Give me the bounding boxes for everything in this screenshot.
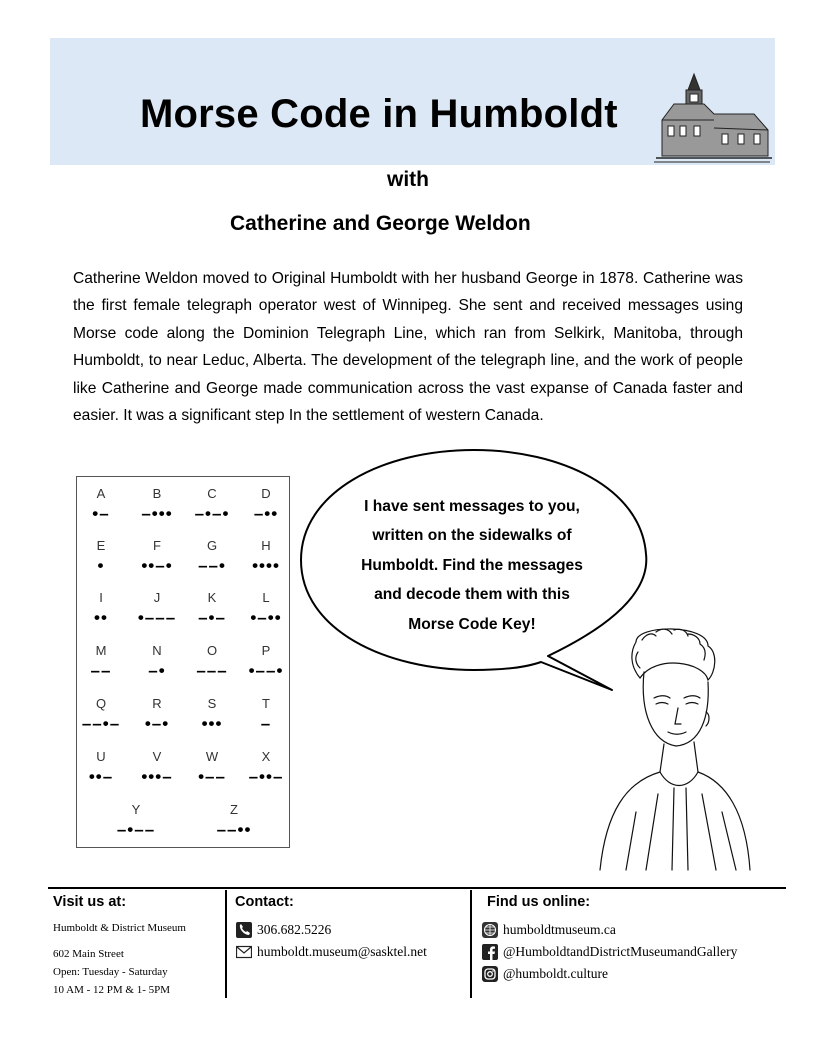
footer-divider bbox=[48, 887, 786, 889]
morse-letter-c bbox=[187, 486, 237, 524]
morse-letter-w bbox=[187, 749, 237, 787]
morse-code-symbol: •–• bbox=[144, 714, 170, 733]
morse-code-symbol: •–– bbox=[198, 767, 226, 786]
email-icon bbox=[236, 944, 252, 960]
morse-letter-label: U bbox=[96, 749, 106, 764]
morse-letter-label: Q bbox=[95, 696, 107, 711]
morse-code-symbol: –••• bbox=[141, 504, 173, 523]
speech-bubble-text: I have sent messages to you, written on the sidewalks of Humboldt. Find the messages and decode them with this Morse Code Key! bbox=[361, 498, 583, 633]
morse-code-symbol: –••– bbox=[248, 767, 284, 786]
morse-letter-l bbox=[241, 590, 291, 628]
morse-letter-label: D bbox=[261, 486, 271, 501]
phone-number: 306.682.5226 bbox=[257, 922, 332, 937]
morse-letter-label: G bbox=[206, 538, 218, 553]
online-heading: Find us online: bbox=[487, 894, 591, 910]
morse-letter-label: F bbox=[153, 538, 161, 553]
morse-letter-t bbox=[241, 696, 291, 734]
morse-code-symbol: •••– bbox=[141, 767, 173, 786]
museum-building-illustration bbox=[654, 70, 772, 168]
intro-paragraph: Catherine Weldon moved to Original Humboldt with her husband George in 1878. Catherine was the first female telegraph operator west of Winnipeg. She sent and received messages using Morse code along the Dominion Telegraph Line, which ran from Selkirk, Manitoba, through Humboldt, to near Leduc, Alberta. The development of the telegraph line, and the work of people like Catherine and George made communication across the vast expanse of Canada faster and easier. It was a significant step In the settlement of western Canada. bbox=[73, 270, 743, 425]
morse-letter-i bbox=[76, 590, 126, 628]
morse-letter-label: I bbox=[99, 590, 103, 605]
morse-letter-a bbox=[76, 486, 126, 524]
morse-code-symbol: •••• bbox=[252, 556, 280, 575]
morse-letter-f bbox=[132, 538, 182, 576]
morse-letter-s bbox=[187, 696, 237, 734]
facebook-handle: @HumboldtandDistrictMuseumandGallery bbox=[503, 944, 738, 959]
instagram-icon bbox=[482, 966, 498, 982]
morse-code-symbol: –• bbox=[148, 661, 166, 680]
contact-phone[interactable] bbox=[236, 922, 331, 938]
morse-code-symbol: •––– bbox=[137, 608, 177, 627]
facebook-link[interactable] bbox=[482, 944, 737, 960]
subtitle-names: Catherine and George Weldon bbox=[230, 212, 531, 235]
phone-icon bbox=[236, 922, 252, 938]
morse-letter-v bbox=[132, 749, 182, 787]
morse-code-symbol: –•• bbox=[253, 504, 279, 523]
morse-letter-label: E bbox=[96, 538, 106, 553]
contact-heading: Contact: bbox=[235, 894, 294, 910]
morse-code-symbol: –•– bbox=[198, 608, 226, 627]
morse-letter-label: Y bbox=[131, 802, 141, 817]
morse-code-symbol: ––•• bbox=[216, 820, 252, 839]
morse-letter-h bbox=[241, 538, 291, 576]
morse-code-symbol: •––• bbox=[248, 661, 284, 680]
morse-code-key bbox=[76, 476, 290, 848]
morse-code-symbol: –•–– bbox=[116, 820, 156, 839]
morse-letter-label: K bbox=[207, 590, 217, 605]
morse-code-symbol: ––•– bbox=[81, 714, 121, 733]
morse-letter-p bbox=[241, 643, 291, 681]
morse-letter-label: B bbox=[152, 486, 162, 501]
morse-letter-m bbox=[76, 643, 126, 681]
morse-letter-label: J bbox=[153, 590, 161, 605]
morse-letter-label: L bbox=[262, 590, 270, 605]
morse-code-symbol: –•–• bbox=[194, 504, 230, 523]
museum-name: Humboldt & District Museum bbox=[53, 922, 186, 934]
morse-letter-b bbox=[132, 486, 182, 524]
morse-code-symbol: •– bbox=[92, 504, 110, 523]
website-url: humboldtmuseum.ca bbox=[503, 922, 616, 937]
morse-letter-label: S bbox=[207, 696, 217, 711]
morse-letter-e bbox=[76, 538, 126, 576]
morse-letter-j bbox=[132, 590, 182, 628]
footer-column-divider bbox=[470, 890, 472, 998]
morse-letter-r bbox=[132, 696, 182, 734]
morse-letter-x bbox=[241, 749, 291, 787]
morse-code-symbol: ––• bbox=[198, 556, 226, 575]
morse-letter-label: T bbox=[262, 696, 270, 711]
morse-code-symbol: –– bbox=[90, 661, 112, 680]
morse-letter-label: A bbox=[96, 486, 106, 501]
morse-code-symbol: ••–• bbox=[141, 556, 173, 575]
morse-letter-label: M bbox=[95, 643, 107, 658]
morse-code-symbol: •–•• bbox=[250, 608, 282, 627]
morse-code-symbol: ––– bbox=[196, 661, 228, 680]
morse-letter-n bbox=[132, 643, 182, 681]
morse-letter-label: V bbox=[152, 749, 162, 764]
visit-heading: Visit us at: bbox=[53, 894, 127, 910]
morse-letter-label: R bbox=[152, 696, 162, 711]
morse-code-symbol: ••• bbox=[201, 714, 223, 733]
subtitle-with: with bbox=[387, 168, 429, 191]
footer-column-divider bbox=[225, 890, 227, 998]
morse-letter-u bbox=[76, 749, 126, 787]
instagram-link[interactable] bbox=[482, 966, 608, 982]
instagram-handle: @humboldt.culture bbox=[503, 966, 609, 981]
morse-letter-g bbox=[187, 538, 237, 576]
morse-code-symbol: ••– bbox=[88, 767, 114, 786]
contact-email[interactable] bbox=[236, 944, 427, 960]
morse-letter-label: H bbox=[261, 538, 271, 553]
morse-code-symbol: – bbox=[260, 714, 272, 733]
globe-icon bbox=[482, 922, 498, 938]
morse-code-symbol: • bbox=[97, 556, 105, 575]
facebook-icon bbox=[482, 944, 498, 960]
morse-code-symbol: •• bbox=[94, 608, 108, 627]
morse-letter-o bbox=[187, 643, 237, 681]
morse-letter-q bbox=[76, 696, 126, 734]
website-link[interactable] bbox=[482, 922, 616, 938]
morse-letter-label: C bbox=[207, 486, 217, 501]
morse-letter-y bbox=[111, 802, 161, 840]
morse-letter-label: O bbox=[206, 643, 218, 658]
morse-letter-label: W bbox=[205, 749, 219, 764]
morse-letter-label: X bbox=[261, 749, 271, 764]
morse-letter-d bbox=[241, 486, 291, 524]
morse-letter-label: N bbox=[152, 643, 162, 658]
page-title: Morse Code in Humboldt bbox=[140, 92, 618, 136]
catherine-weldon-illustration bbox=[596, 622, 752, 872]
morse-letter-label: P bbox=[261, 643, 271, 658]
morse-letter-label: Z bbox=[230, 802, 238, 817]
museum-hours-days: Open: Tuesday - Saturday bbox=[53, 966, 168, 978]
museum-hours-times: 10 AM - 12 PM & 1- 5PM bbox=[53, 984, 171, 996]
email-address: humboldt.museum@sasktel.net bbox=[257, 944, 427, 959]
morse-letter-k bbox=[187, 590, 237, 628]
museum-address: 602 Main Street bbox=[53, 948, 124, 960]
morse-letter-z bbox=[209, 802, 259, 840]
